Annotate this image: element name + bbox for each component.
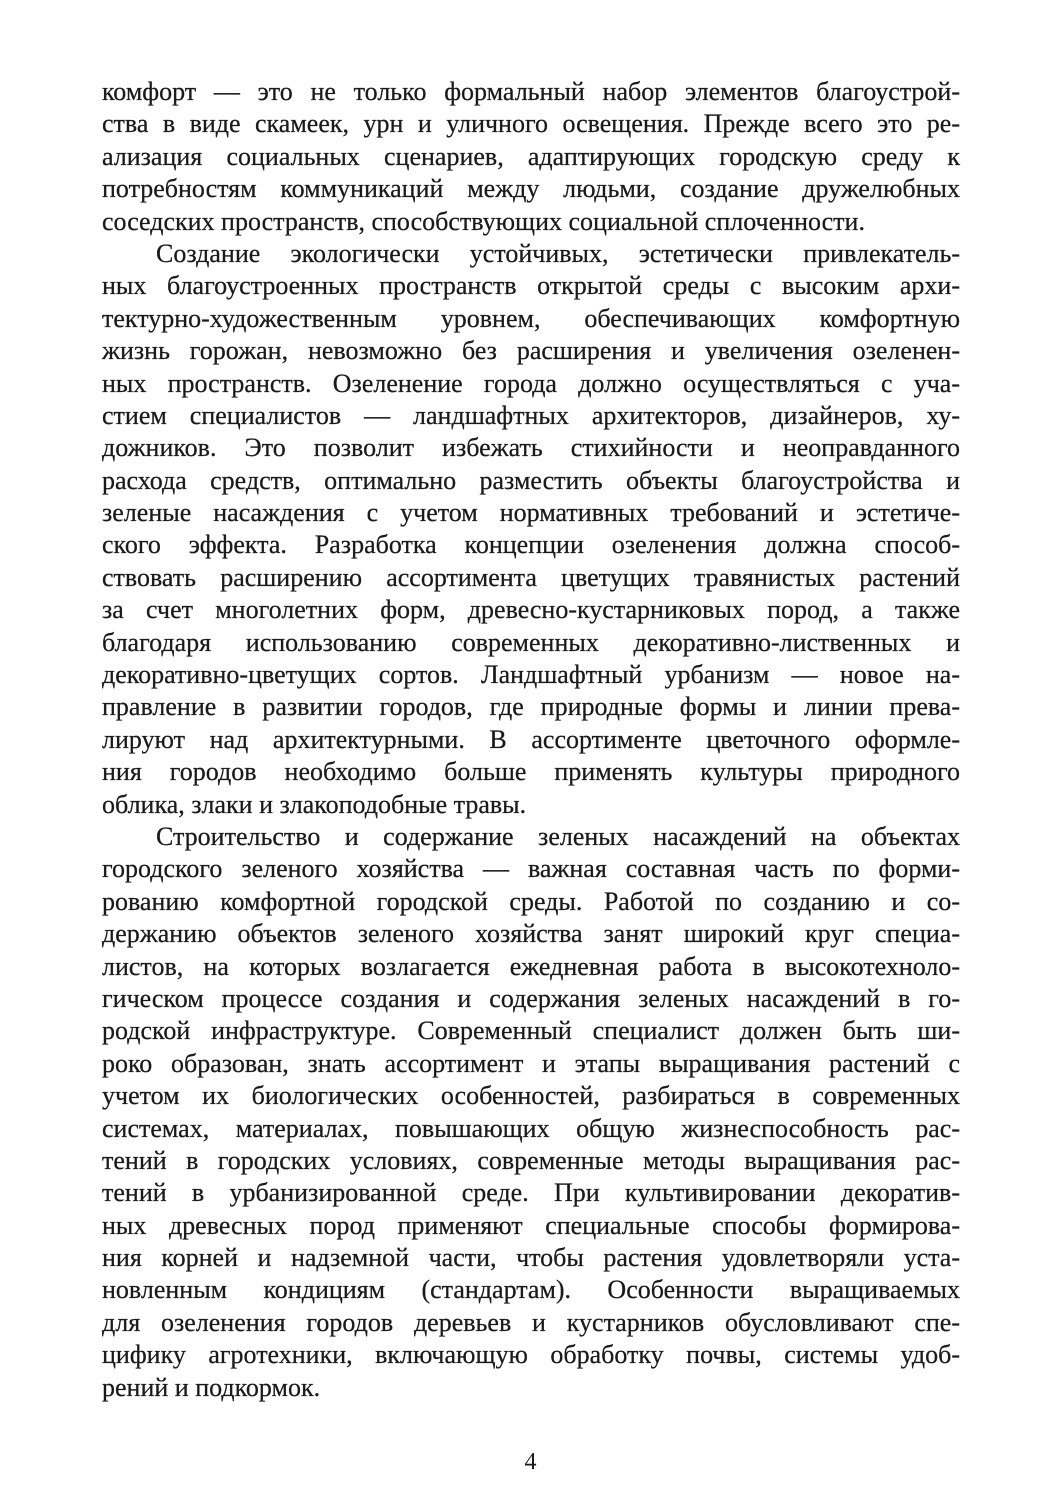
body-text (102, 76, 960, 1404)
text-line: учетом их биологических особенностей, разбираться в современных (102, 1081, 960, 1111)
text-line: лируют над архитектурными. В ассортименте цветочного оформле- (102, 724, 960, 754)
paragraph (102, 76, 960, 238)
text-line: рованию комфортной городской среды. Работой по созданию и со- (102, 886, 960, 916)
text-line: ства в виде скамеек, урн и уличного освещения. Прежде всего это ре- (102, 109, 960, 139)
text-line: тектурно-художественным уровнем, обеспечивающих комфортную (102, 303, 960, 333)
text-line: зеленые насаждения с учетом нормативных требований и эстетиче- (102, 498, 960, 528)
text-line: ализация социальных сценариев, адаптирующих городскую среду к (102, 141, 960, 171)
text-line: ского эффекта. Разработка концепции озеленения должна способ- (102, 530, 960, 560)
text-line: дожников. Это позволит избежать стихийности и неоправданного (102, 433, 960, 463)
text-line: листов, на которых возлагается ежедневная работа в высокотехноло- (102, 951, 960, 981)
text-line: за счет многолетних форм, древесно-кустарниковых пород, а также (102, 595, 960, 625)
text-line: рений и подкормок. (102, 1372, 321, 1402)
text-line: правление в развитии городов, где природные формы и линии прева- (102, 692, 960, 722)
paragraph (102, 238, 960, 821)
text-line: ния городов необходимо больше применять культуры природного (102, 757, 960, 787)
text-line: стием специалистов — ландшафтных архитекторов, дизайнеров, ху- (102, 400, 960, 430)
text-line: жизнь горожан, невозможно без расширения и увеличения озеленен- (102, 336, 960, 366)
text-line: роко образован, знать ассортимент и этапы выращивания растений с (102, 1048, 960, 1078)
text-line: системах, материалах, повышающих общую жизнеспособность рас- (102, 1113, 960, 1143)
text-line: держанию объектов зеленого хозяйства занят широкий круг специа- (102, 919, 960, 949)
text-line: расхода средств, оптимально разместить объекты благоустройства и (102, 465, 960, 495)
text-line: ных древесных пород применяют специальные способы формирова- (102, 1210, 960, 1240)
text-line: для озеленения городов деревьев и кустарников обусловливают спе- (102, 1307, 960, 1337)
text-line: соседских пространств, способствующих социальной сплоченности. (102, 206, 865, 236)
text-line: ных пространств. Озеленение города должно осуществляться с уча- (102, 368, 960, 398)
text-line: декоративно-цветущих сортов. Ландшафтный урбанизм — новое на- (102, 660, 960, 690)
text-line: гическом процессе создания и содержания зеленых насаждений в го- (102, 983, 960, 1013)
text-line: родской инфраструктуре. Современный специалист должен быть ши- (102, 1016, 960, 1046)
text-line: ных благоустроенных пространств открытой среды с высоким архи- (102, 271, 960, 301)
text-line: новленным кондициям (стандартам). Особенности выращиваемых (102, 1275, 960, 1305)
page-number: 4 (524, 1449, 537, 1475)
text-line: цифику агротехники, включающую обработку почвы, системы удоб- (102, 1340, 960, 1370)
text-line: тений в городских условиях, современные методы выращивания рас- (102, 1145, 960, 1175)
text-line: комфорт — это не только формальный набор элементов благоустрой- (102, 77, 960, 106)
text-line: городского зеленого хозяйства — важная составная часть по форми- (102, 854, 960, 884)
paragraph (102, 821, 960, 1404)
text-line: тений в урбанизированной среде. При культивировании декоратив- (102, 1178, 960, 1208)
text-line: потребностям коммуникаций между людьми, создание дружелюбных (102, 174, 960, 204)
text-line: облика, злаки и злакоподобные травы. (102, 789, 527, 819)
text-line: Строительство и содержание зеленых насаждений на объектах (156, 821, 960, 851)
text-line: ствовать расширению ассортимента цветущих травянистых растений (102, 562, 960, 592)
text-line: Создание экологически устойчивых, эстетически привлекатель- (156, 238, 960, 268)
text-line: благодаря использованию современных декоративно-лиственных и (102, 627, 960, 657)
text-line: ния корней и надземной части, чтобы растения удовлетворяли уста- (102, 1243, 960, 1273)
